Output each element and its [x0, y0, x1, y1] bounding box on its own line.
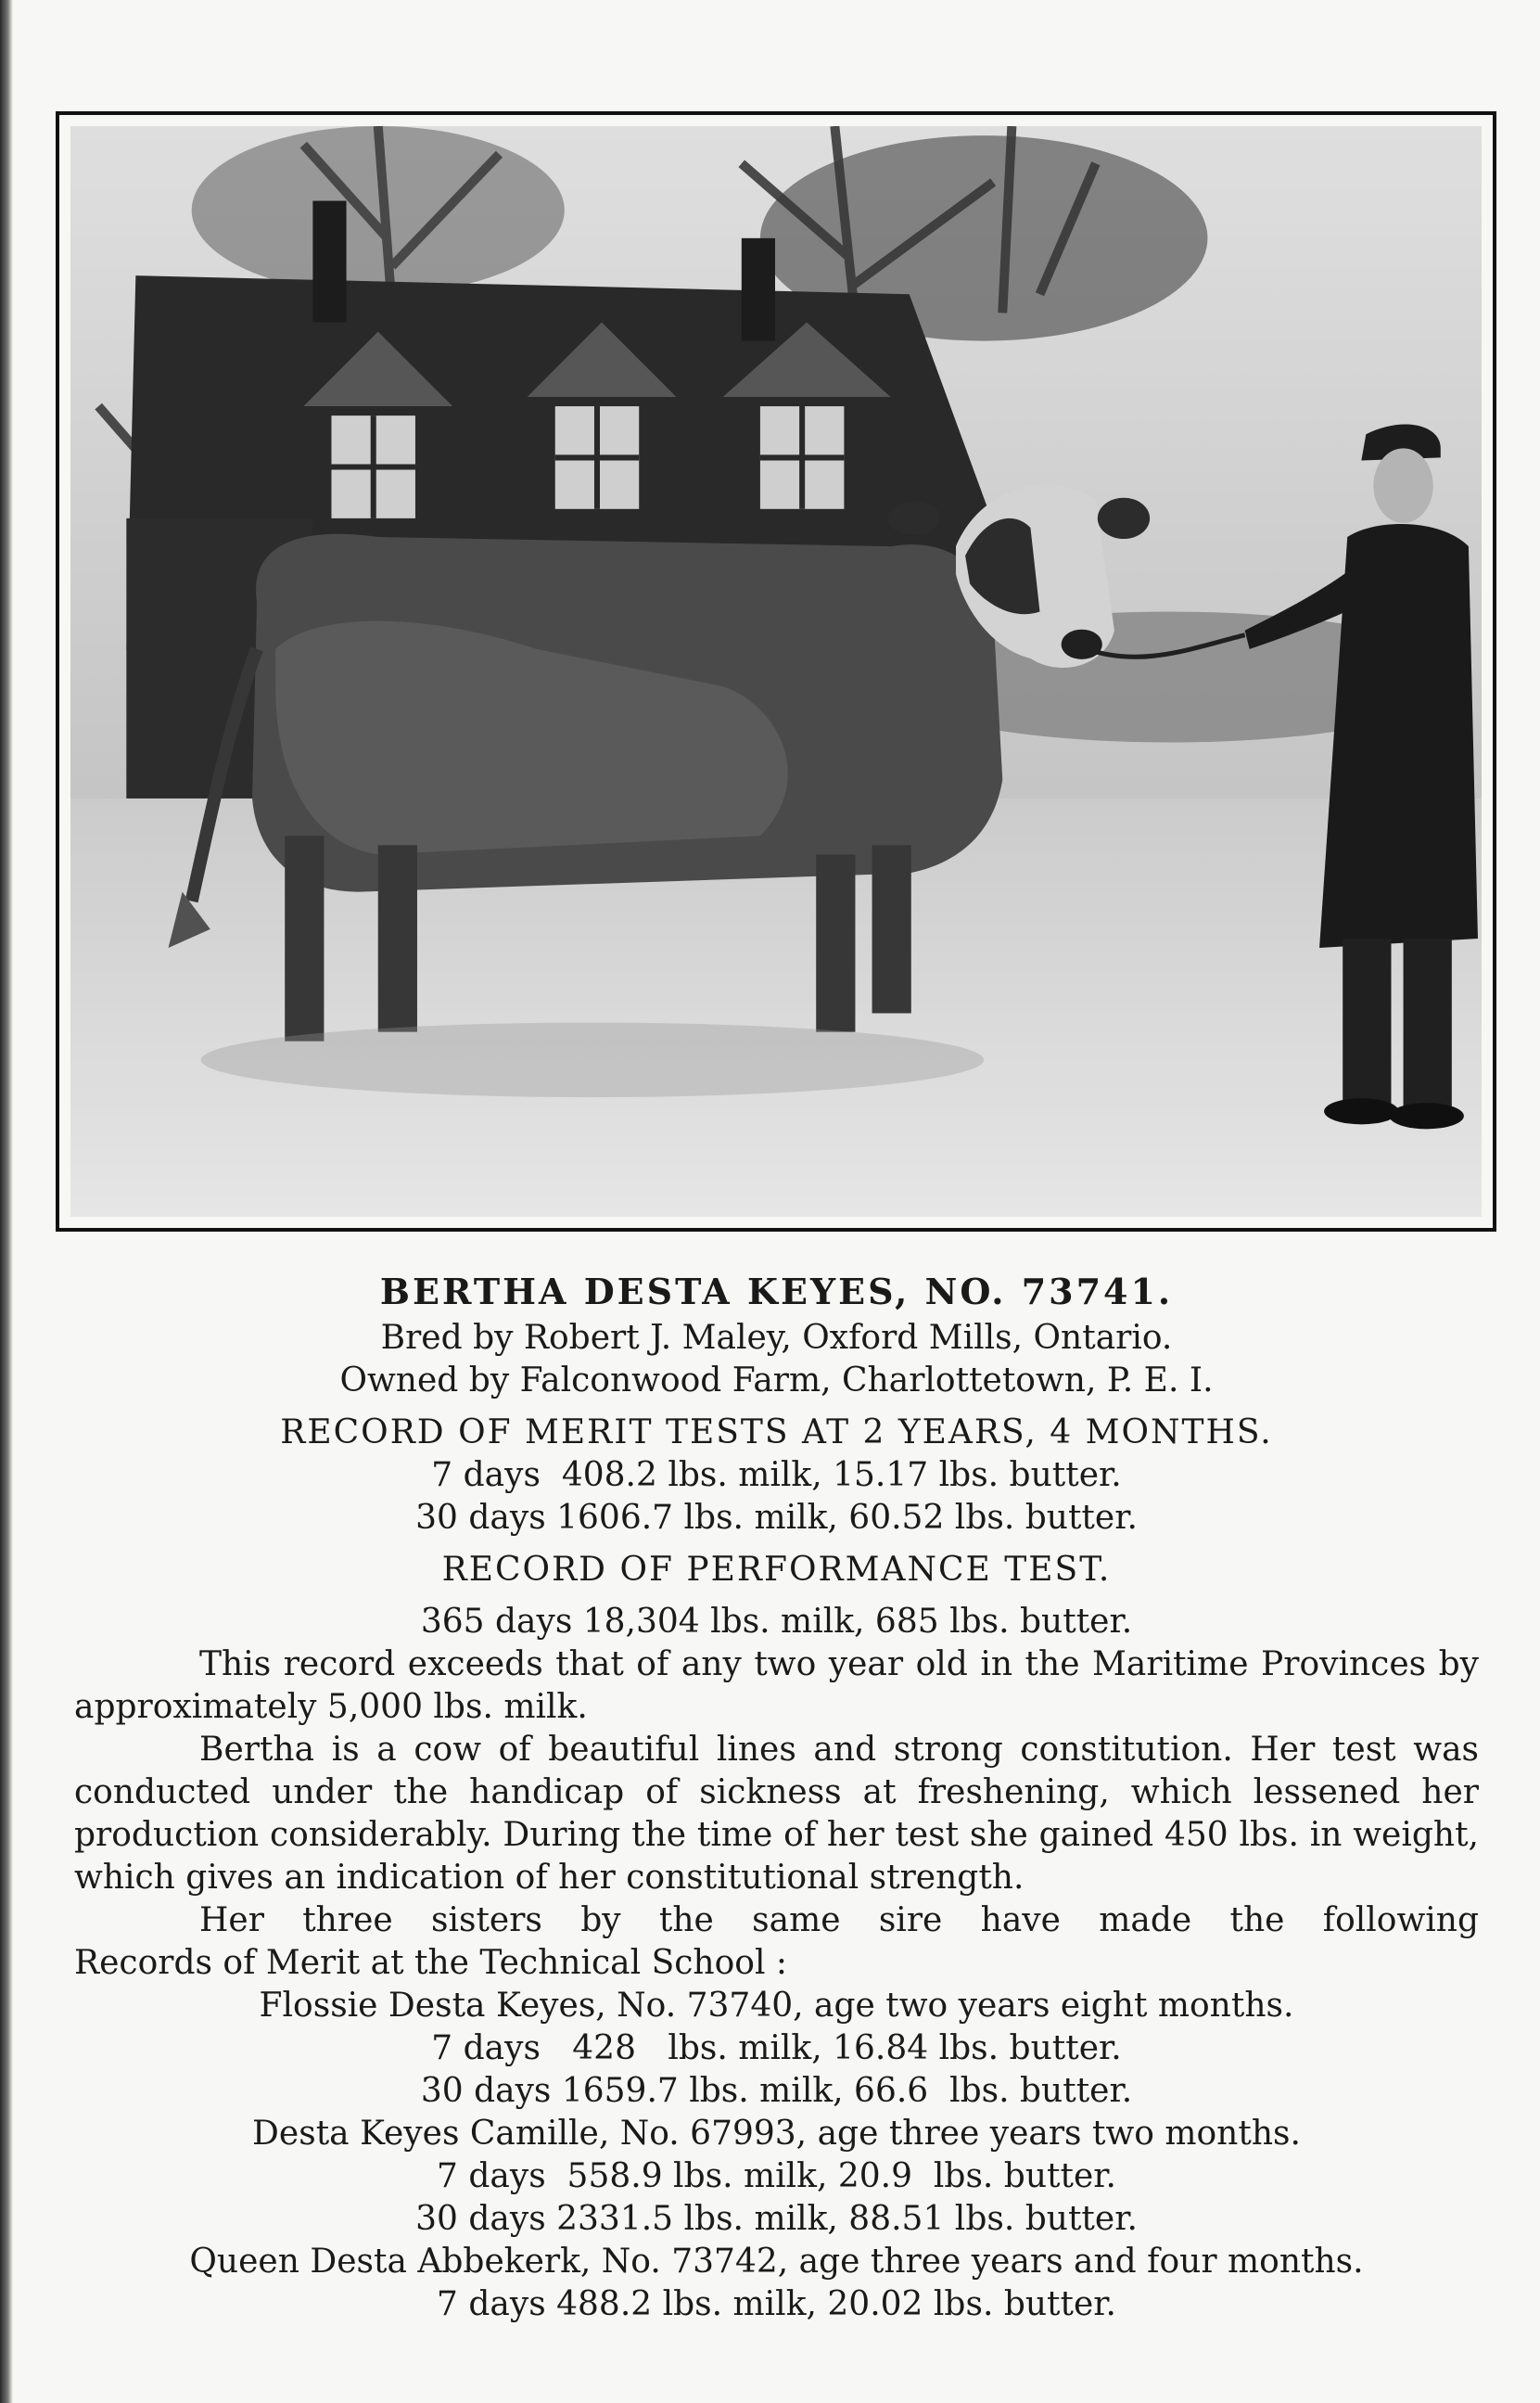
paragraph-record: This record exceeds that of any two year old in the Maritime Provinces by approximately 5,000 lbs. milk.	[74, 1645, 1479, 1726]
merit-line-7-days: 7 days 408.2 lbs. milk, 15.17 lbs. butter.	[431, 1456, 1122, 1494]
sister-name: Flossie Desta Keyes, No. 73740, age two years eight months.	[259, 1987, 1294, 2025]
sister-record-7-days: 7 days 488.2 lbs. milk, 20.02 lbs. butter.	[437, 2285, 1116, 2323]
sister-record-7-days: 7 days 558.9 lbs. milk, 20.9 lbs. butter.	[437, 2157, 1116, 2195]
paragraph-description: Bertha is a cow of beautiful lines and strong constitution. Her test was conducted under the handicap of sickness at freshening, which lessened her production considerably. During the time of her test she gained 450 lbs. in weight, which gives an indication of her constitutional strength.	[74, 1731, 1479, 1897]
performance-heading: RECORD OF PERFORMANCE TEST.	[441, 1551, 1112, 1589]
sister-record-30-days: 30 days 1659.7 lbs. milk, 66.6 lbs. butter.	[420, 2072, 1133, 2110]
sister-name: Desta Keyes Camille, No. 67993, age three years two months.	[252, 2115, 1301, 2153]
cow-photo-illustration	[70, 126, 1482, 1217]
merit-line-30-days: 30 days 1606.7 lbs. milk, 60.52 lbs. butter.	[415, 1499, 1138, 1537]
cow-title: BERTHA DESTA KEYES, NO. 73741.	[379, 1271, 1174, 1312]
caption-text	[74, 1271, 1479, 2326]
sister-record-30-days: 30 days 2331.5 lbs. milk, 88.51 lbs. butter.	[415, 2200, 1138, 2238]
page-edge-shadow	[0, 0, 13, 2403]
cow-photograph	[70, 126, 1482, 1217]
owned-by-line: Owned by Falconwood Farm, Charlottetown, P. E. I.	[339, 1361, 1214, 1400]
sister-record-7-days: 7 days 428 lbs. milk, 16.84 lbs. butter.	[431, 2029, 1122, 2067]
paragraph-sisters-line2: Records of Merit at the Technical School :	[74, 1944, 788, 1982]
photo-frame	[56, 111, 1496, 1232]
sister-name: Queen Desta Abbekerk, No. 73742, age three years and four months.	[189, 2243, 1364, 2281]
bred-by-line: Bred by Robert J. Maley, Oxford Mills, Ontario.	[380, 1319, 1173, 1357]
merit-heading: RECORD OF MERIT TESTS AT 2 YEARS, 4 MONTHS.	[280, 1413, 1273, 1451]
performance-line: 365 days 18,304 lbs. milk, 685 lbs. butter.	[420, 1603, 1133, 1641]
paragraph-sisters-line1: Her three sisters by the same sire have made the following	[199, 1901, 1479, 1939]
